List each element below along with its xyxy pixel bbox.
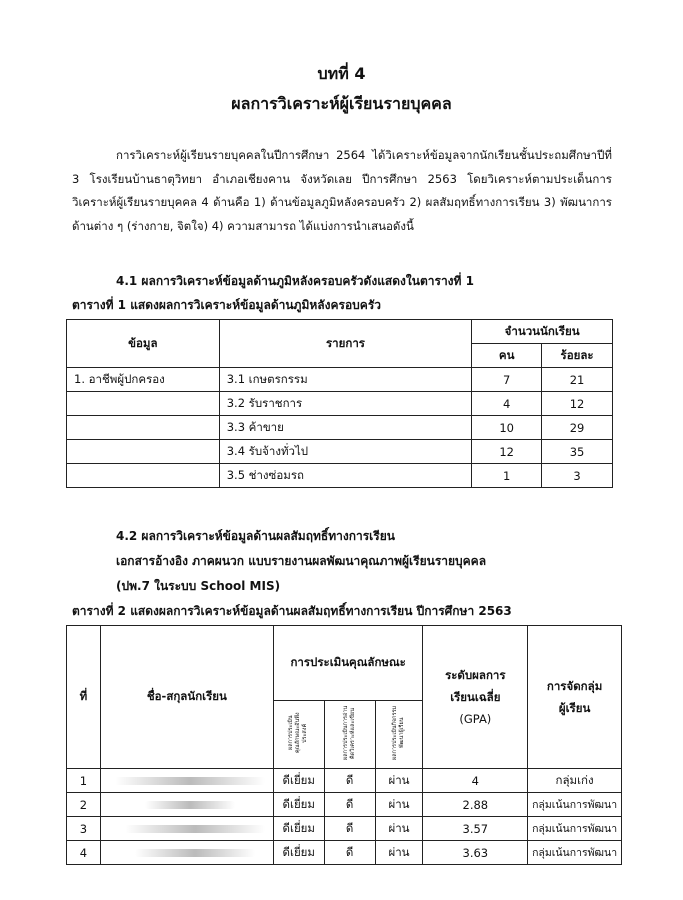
table-row (67, 793, 622, 817)
cell-people: 12 (472, 440, 542, 464)
table-row (67, 392, 613, 416)
cell-gpa: 3.63 (423, 841, 528, 865)
cell-people: 7 (472, 368, 542, 392)
cell-name-redacted (100, 793, 273, 817)
cell-data (67, 440, 220, 464)
col-header-evaluation: การประเมินคุณลักษณะ (273, 626, 423, 701)
cell-people: 10 (472, 416, 542, 440)
redacted-name (115, 777, 265, 785)
cell-percent: 3 (542, 464, 613, 488)
gpa-header-line-2: เรียนเฉลี่ย (450, 690, 501, 704)
cell-item: 3.4 รับจ้างทั่วไป (219, 440, 472, 464)
cell-item: 3.2 รับราชการ (219, 392, 472, 416)
section-1-heading: 4.1 ผลการวิเคราะห์ข้อมูลด้านภูมิหลังครอบครัวดังแสดงในตารางที่ 1 (116, 274, 474, 288)
table-row (67, 817, 622, 841)
cell-percent: 21 (542, 368, 613, 392)
cell-group: กลุ่มเน้นการพัฒนา (528, 841, 622, 865)
col-header-eval-reading (324, 701, 375, 769)
cell-eval-b: ดี (324, 793, 375, 817)
eval-reading-label: ผลการประเมินการอ่าน คิดวิเคราะห์และเขียน (342, 705, 356, 761)
col-header-gpa (423, 626, 528, 769)
col-header-percent: ร้อยละ (542, 344, 613, 368)
redacted-name (145, 801, 235, 809)
gpa-header-line-3: (GPA) (459, 712, 492, 726)
group-header-line-1: การจัดกลุ่ม (546, 679, 603, 693)
col-header-student-count: จำนวนนักเรียน (472, 320, 613, 344)
achievement-table (66, 625, 622, 865)
col-header-people: คน (472, 344, 542, 368)
table-row (67, 464, 613, 488)
cell-eval-a: ดีเยี่ยม (273, 841, 324, 865)
redacted-name (135, 849, 255, 857)
cell-eval-c: ผ่าน (375, 841, 423, 865)
cell-percent: 35 (542, 440, 613, 464)
cell-name-redacted (100, 841, 273, 865)
section-2-heading: 4.2 ผลการวิเคราะห์ข้อมูลด้านผลสัมฤทธิ์ทางการเรียน (116, 529, 395, 543)
col-header-data: ข้อมูล (67, 320, 220, 368)
chapter-number: บทที่ 4 (317, 64, 366, 83)
table-row (67, 368, 613, 392)
cell-eval-c: ผ่าน (375, 769, 423, 793)
cell-percent: 12 (542, 392, 613, 416)
chapter-title: ผลการวิเคราะห์ผู้เรียนรายบุคคล (231, 94, 452, 113)
cell-group: กลุ่มเน้นการพัฒนา (528, 817, 622, 841)
col-header-item: รายการ (219, 320, 472, 368)
cell-no: 4 (67, 841, 101, 865)
reference-line-1: เอกสารอ้างอิง ภาคผนวก แบบรายงานผลพัฒนาคุณภาพผู้เรียนรายบุคคล (116, 554, 487, 568)
cell-name-redacted (100, 769, 273, 793)
cell-eval-c: ผ่าน (375, 793, 423, 817)
eval-attributes-label: ผลการประเมินคุณลักษณะอันพึงประสงค์ (288, 712, 309, 754)
cell-data (67, 392, 220, 416)
cell-eval-a: ดีเยี่ยม (273, 817, 324, 841)
gpa-header-line-1: ระดับผลการ (445, 668, 506, 682)
table-row (67, 841, 622, 865)
cell-eval-a: ดีเยี่ยม (273, 769, 324, 793)
cell-name-redacted (100, 817, 273, 841)
cell-no: 2 (67, 793, 101, 817)
cell-gpa: 4 (423, 769, 528, 793)
col-header-eval-attributes (273, 701, 324, 769)
cell-eval-b: ดี (324, 769, 375, 793)
col-header-eval-activities (375, 701, 423, 769)
table-2-caption: ตารางที่ 2 แสดงผลการวิเคราะห์ข้อมูลด้านผลสัมฤทธิ์ทางการเรียน ปีการศึกษา 2563 (72, 604, 512, 618)
cell-eval-b: ดี (324, 841, 375, 865)
table-row (67, 416, 613, 440)
cell-eval-b: ดี (324, 817, 375, 841)
cell-no: 3 (67, 817, 101, 841)
cell-group: กลุ่มเน้นการพัฒนา (528, 793, 622, 817)
cell-people: 4 (472, 392, 542, 416)
cell-item: 3.1 เกษตรกรรม (219, 368, 472, 392)
cell-eval-c: ผ่าน (375, 817, 423, 841)
cell-data: 1. อาชีพผู้ปกครอง (67, 368, 220, 392)
cell-percent: 29 (542, 416, 613, 440)
cell-people: 1 (472, 464, 542, 488)
cell-item: 3.3 ค้าขาย (219, 416, 472, 440)
cell-data (67, 464, 220, 488)
intro-paragraph: การวิเคราะห์ผู้เรียนรายบุคคลในปีการศึกษา 2564 ได้วิเคราะห์ข้อมูลจากนักเรียนชั้นประถมศึกษาปีที่ 3 โรงเรียนบ้านธาตุวิทยา อำเภอเชียงคาน จังหวัดเลย ปีการศึกษา 2563 โดยวิเคราะห์ตามประเด็นการวิเคราะห์ผู้เรียนรายบุคคล 4 ด้านคือ 1) ด้านข้อมูลภูมิหลังครอบครัว 2) ผลสัมฤทธิ์ทางการเรียน 3) พัฒนาการด้านต่าง ๆ (ร่างกาย, จิตใจ) 4) ความสามารถ ได้แบ่งการนำเสนอดังนี้ (72, 148, 612, 233)
table-row (67, 440, 613, 464)
col-header-group (528, 626, 622, 769)
col-header-no: ที่ (67, 626, 101, 769)
group-header-line-2: ผู้เรียน (558, 701, 591, 715)
cell-gpa: 3.57 (423, 817, 528, 841)
redacted-name (125, 825, 265, 833)
reference-line-2: (ปพ.7 ในระบบ School MIS) (116, 579, 281, 593)
cell-data (67, 416, 220, 440)
cell-no: 1 (67, 769, 101, 793)
cell-group: กลุ่มเก่ง (528, 769, 622, 793)
col-header-name: ชื่อ-สกุลนักเรียน (100, 626, 273, 769)
table-row (67, 769, 622, 793)
cell-gpa: 2.88 (423, 793, 528, 817)
family-background-table (66, 319, 613, 488)
eval-activities-label: ผลการประเมินกิจกรรมพัฒนาผู้เรียน (392, 705, 406, 761)
table-1-caption: ตารางที่ 1 แสดงผลการวิเคราะห์ข้อมูลด้านภูมิหลังครอบครัว (72, 298, 381, 312)
cell-item: 3.5 ช่างซ่อมรถ (219, 464, 472, 488)
cell-eval-a: ดีเยี่ยม (273, 793, 324, 817)
